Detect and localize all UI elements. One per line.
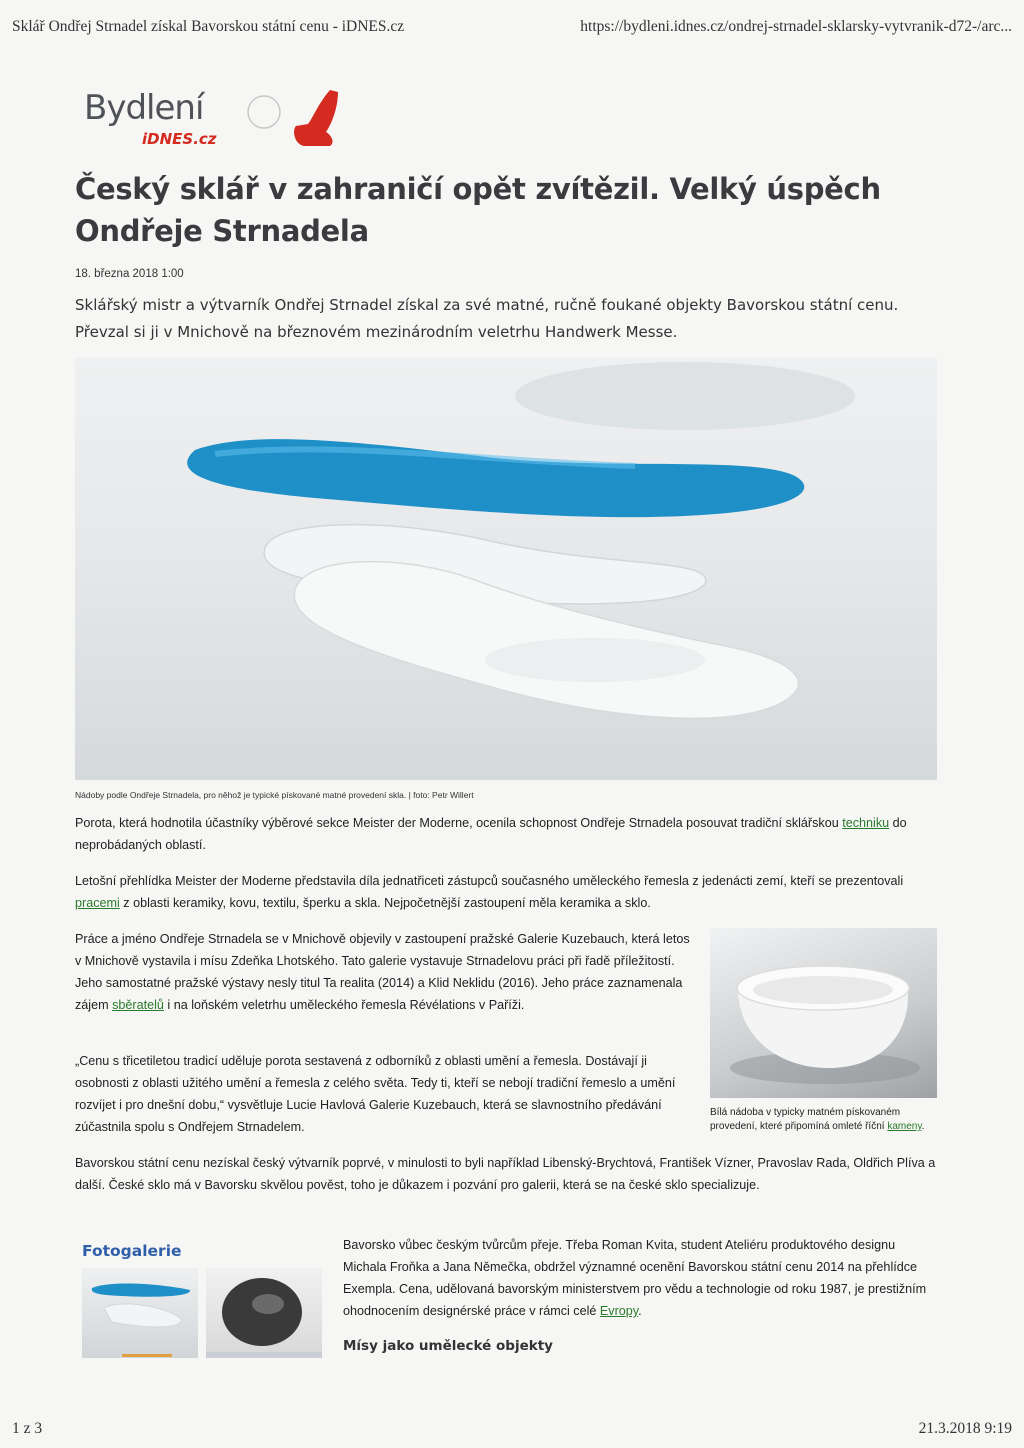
paragraph-5: Bavorskou státní cenu nezískal český výtvarník poprvé, v minulosti to byli například Libenský-Brychtová, František Vízner, Pravoslav Rada, Oldřich Plíva a další. České sklo má v Bavorsku skvělou pověst, toho je důkazem i pozvání pro galerii, která se na české sklo specializuje. xyxy=(75,1156,936,1192)
gallery-thumb-2[interactable] xyxy=(206,1268,322,1358)
article-date: 18. března 2018 1:00 xyxy=(75,268,184,280)
page-number: 1 z 3 xyxy=(12,1420,43,1437)
paragraph-1: Porota, která hodnotila účastníky výběrové sekce Meister der Moderne, ocenila schopnost Ondřeje Strnadela posouvat tradiční sklářskou techniku do neprobádaných oblastí. xyxy=(75,816,907,852)
side-photo-caption: Bílá nádoba v typicky matném pískovaném provedení, které připomíná omleté říční kameny. xyxy=(710,1107,925,1132)
print-datetime: 21.3.2018 9:19 xyxy=(918,1420,1012,1437)
print-header-title: Sklář Ondřej Strnadel získal Bavorskou státní cenu - iDNES.cz xyxy=(12,18,405,35)
article-lead: Sklářský mistr a výtvarník Ondřej Strnadel získal za své matné, ručně foukané objekty Bavorskou státní cenu. Převzal si ji v Mnichově na březnovém mezinárodním veletrhu Handwerk Messe. xyxy=(75,296,899,341)
paragraph-6: Bavorsko vůbec českým tvůrcům přeje. Třeba Roman Kvita, student Ateliéru produktového designu Michala Froňka a Jana Němečka, obdržel významné ocenění Bavorskou státní cenu 2014 na přehlídce Exempla. Cena, udělovaná bavorským ministerstvem pro vědu a technologie od roku 1987, je prestižním ohodnocením designérské práce v rámci celé Evropy. xyxy=(343,1238,927,1318)
paragraph-2: Letošní přehlídka Meister der Moderne představila díla jednatřiceti zástupců současného uměleckého řemesla z jedenácti zemí, kteří se prezentovali pracemi z oblasti keramiky, kovu, textilu, šperku a skla. Nejpočetnější zastoupení měla keramika a sklo. xyxy=(75,874,904,910)
white-bowl-photo[interactable] xyxy=(710,928,937,1098)
link-kameny[interactable]: kameny xyxy=(887,1121,922,1132)
hero-photo[interactable] xyxy=(75,358,937,780)
paragraph-3: Práce a jméno Ondřeje Strnadela se v Mnichově objevily v zastoupení pražské Galerie Kuzebauch, která letos v Mnichově vystavila i mísu Zdeňka Lhotského. Tato galerie vystavuje Strnadelovu práci při řadě příležitostí. Jeho samostatné pražské výstavy nesly titul Ta realita (2014) a Klid Neklidu (2016). Jeho práce zaznamenala zájem sběratelů i na loňském veletrhu uměleckého řemesla Révélations v Paříži. xyxy=(75,932,690,1012)
link-sberatelu[interactable]: sběratelů xyxy=(112,998,164,1012)
logo-sub: iDNES.cz xyxy=(142,130,217,148)
article-title: Český sklář v zahraničí opět zvítězil. Velký úspěch Ondřeje Strnadela xyxy=(75,172,881,248)
link-pracemi[interactable]: pracemi xyxy=(75,896,120,910)
gallery-title[interactable]: Fotogalerie xyxy=(82,1242,182,1260)
print-header-url: https://bydleni.idnes.cz/ondrej-strnadel-sklarsky-vytvranik-d72-/arc... xyxy=(580,18,1012,35)
paragraph-4: „Cenu s třicetiletou tradicí uděluje porota sestavená z odborníků z oblasti umění a řemesla. Dostávají ji osobnosti z oblasti užitého umění a řemesla z celého světa. Tedy ti, kteří se nebojí tradiční řemeslo a umění rozvíjet i pro dnešní dobu,“ vysvětluje Lucie Havlová Galerie Kuzebauch, která se slavnostního předávání zúčastnila spolu s Ondřejem Strnadelem. xyxy=(75,1054,676,1134)
gallery-thumb-1[interactable] xyxy=(82,1268,198,1358)
hero-caption: Nádoby podle Ondřeje Strnadela, pro něhož je typické pískované matné provedení skla. | foto: Petr Willert xyxy=(75,790,474,800)
logo-chair-icon xyxy=(234,86,374,152)
link-technika[interactable]: techniku xyxy=(842,816,890,830)
section-subheading: Mísy jako umělecké objekty xyxy=(343,1338,553,1354)
logo-word: Bydlení xyxy=(84,88,204,128)
link-evropy[interactable]: Evropy xyxy=(599,1304,639,1318)
background-bowl xyxy=(515,362,855,430)
site-logo[interactable] xyxy=(84,86,304,152)
